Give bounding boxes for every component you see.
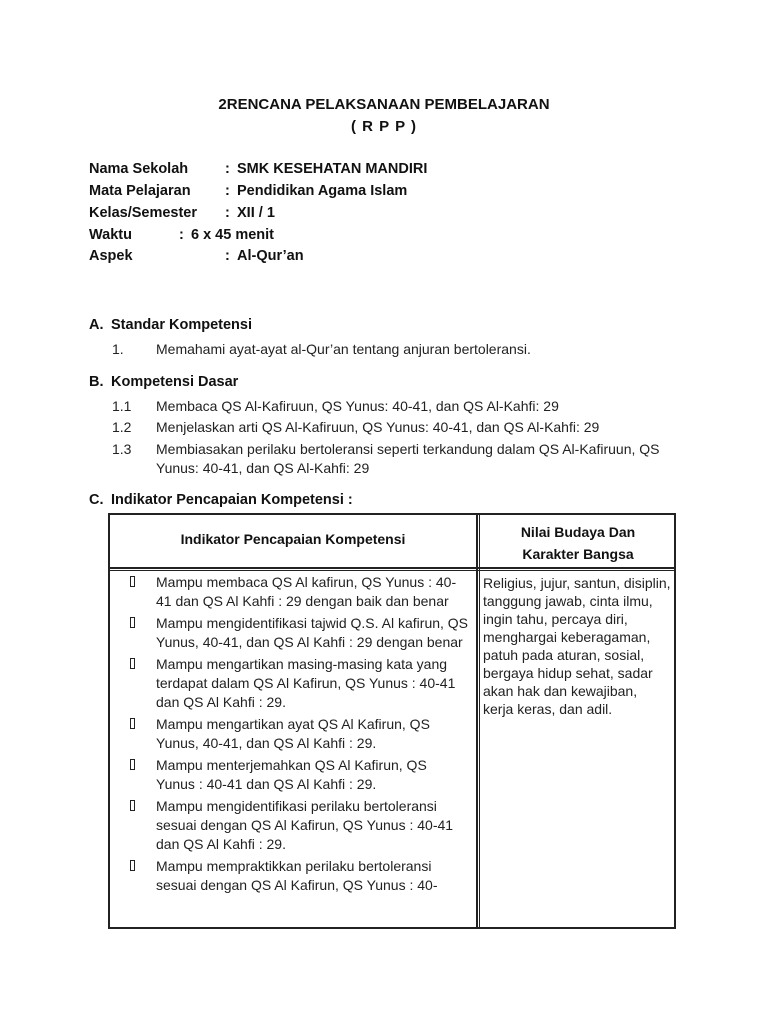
meta-label: Waktu <box>89 227 132 243</box>
list-item <box>112 340 692 359</box>
meta-value: Al-Qur’an <box>237 248 304 264</box>
indicator-item <box>124 655 469 712</box>
meta-mata-pelajaran <box>89 183 709 203</box>
indicator-item <box>124 797 469 854</box>
indicator-text: Mampu mengidentifikasi tajwid Q.S. Al kafirun, QS Yunus, 40-41, dan QS Al Kahfi : 29 dengan benar <box>156 615 469 650</box>
indicator-item <box>124 756 469 794</box>
indicator-text: Mampu mengidentifikasi perilaku bertoleransi sesuai dengan QS Al Kafirun, QS Yunus : 40-41 dan QS Al Kahfi : 29. <box>156 798 454 852</box>
meta-aspek <box>89 248 709 268</box>
meta-label: Aspek <box>89 248 133 264</box>
header-line: Karakter Bangsa <box>522 546 634 562</box>
meta-nama-sekolah <box>89 161 709 181</box>
table-divider <box>110 570 674 571</box>
item-text: Menjelaskan arti QS Al-Kafiruun, QS Yunus: 40-41, dan QS Al-Kahfi: 29 <box>156 419 600 435</box>
bullet-icon <box>130 860 135 871</box>
item-text: Membaca QS Al-Kafiruun, QS Yunus: 40-41, dan QS Al-Kahfi: 29 <box>156 398 559 414</box>
bullet-icon <box>130 658 135 669</box>
section-letter: A. <box>89 317 104 333</box>
table-header-nilai <box>480 521 676 565</box>
table-divider <box>110 567 674 569</box>
section-letter: B. <box>89 374 104 390</box>
section-title: Standar Kompetensi <box>111 317 252 333</box>
indicator-text: Mampu membaca QS Al kafirun, QS Yunus : 40-41 dan QS Al Kahfi : 29 dengan baik dan benar <box>156 574 457 609</box>
indicator-table <box>108 513 676 929</box>
meta-label: Mata Pelajaran <box>89 183 191 199</box>
list-item <box>112 440 684 478</box>
item-text: Membiasakan perilaku bertoleransi seperti terkandung dalam QS Al-Kafiruun, QS Yunus: 40-41, dan QS Al-Kahfi: 29 <box>156 441 660 476</box>
meta-value: SMK KESEHATAN MANDIRI <box>237 161 428 177</box>
section-a-heading <box>89 317 252 333</box>
meta-value: XII / 1 <box>237 205 275 221</box>
meta-colon: : <box>225 205 230 221</box>
document-title: 2RENCANA PELAKSANAAN PEMBELAJARAN <box>218 96 550 113</box>
indicator-item <box>124 715 469 753</box>
list-item <box>112 397 692 416</box>
header-line: Nilai Budaya Dan <box>520 524 636 540</box>
section-title: Indikator Pencapaian Kompetensi : <box>111 492 353 508</box>
meta-colon: : <box>179 227 184 243</box>
nilai-budaya-text: Religius, jujur, santun, disiplin, tanggung jawab, cinta ilmu, ingin tahu, percaya diri, menghargai keberagaman, patuh pada aturan, sosial, bergaya hidup sehat, sadar akan hak dan kewajiban, kerja keras, dan adil. <box>483 575 671 717</box>
section-title: Kompetensi Dasar <box>111 374 239 390</box>
list-item <box>112 418 692 437</box>
item-number: 1.2 <box>112 419 132 435</box>
item-text: Memahami ayat-ayat al-Qur’an tentang anjuran bertoleransi. <box>156 341 531 357</box>
meta-colon: : <box>225 248 230 264</box>
indicator-text: Mampu mengartikan masing-masing kata yang terdapat dalam QS Al Kafirun, QS Yunus : 40-41 dan QS Al Kahfi : 29. <box>156 656 456 710</box>
bullet-icon <box>130 800 135 811</box>
indicator-text: Mampu mempraktikkan perilaku bertoleransi sesuai dengan QS Al Kafirun, QS Yunus : 40- <box>156 858 438 893</box>
indicator-list <box>124 573 469 898</box>
indicator-item <box>124 857 469 895</box>
meta-colon: : <box>225 161 230 177</box>
bullet-icon <box>130 759 135 770</box>
bullet-icon <box>130 576 135 587</box>
meta-kelas-semester <box>89 205 709 225</box>
meta-value: Pendidikan Agama Islam <box>237 183 408 199</box>
meta-value: 6 x 45 menit <box>191 227 275 243</box>
section-c-heading <box>89 492 353 508</box>
table-divider <box>476 515 478 927</box>
item-number: 1. <box>112 341 124 357</box>
item-number: 1.1 <box>112 398 132 414</box>
meta-label: Kelas/Semester <box>89 205 198 221</box>
meta-waktu <box>89 227 709 247</box>
table-divider <box>479 515 480 927</box>
section-letter: C. <box>89 492 104 508</box>
bullet-icon <box>130 617 135 628</box>
item-number: 1.3 <box>112 441 132 457</box>
indicator-item <box>124 573 469 611</box>
indicator-text: Mampu menterjemahkan QS Al Kafirun, QS Yunus : 40-41 dan QS Al Kahfi : 29. <box>156 757 427 792</box>
bullet-icon <box>130 718 135 729</box>
table-header-indikator: Indikator Pencapaian Kompetensi <box>180 531 406 547</box>
indicator-item <box>124 614 469 652</box>
document-subtitle: ( R P P ) <box>351 118 417 135</box>
indicator-text: Mampu mengartikan ayat QS Al Kafirun, QS Yunus, 40-41, dan QS Al Kahfi : 29. <box>156 716 430 751</box>
section-b-heading <box>89 374 238 390</box>
meta-label: Nama Sekolah <box>89 161 189 177</box>
meta-colon: : <box>225 183 230 199</box>
